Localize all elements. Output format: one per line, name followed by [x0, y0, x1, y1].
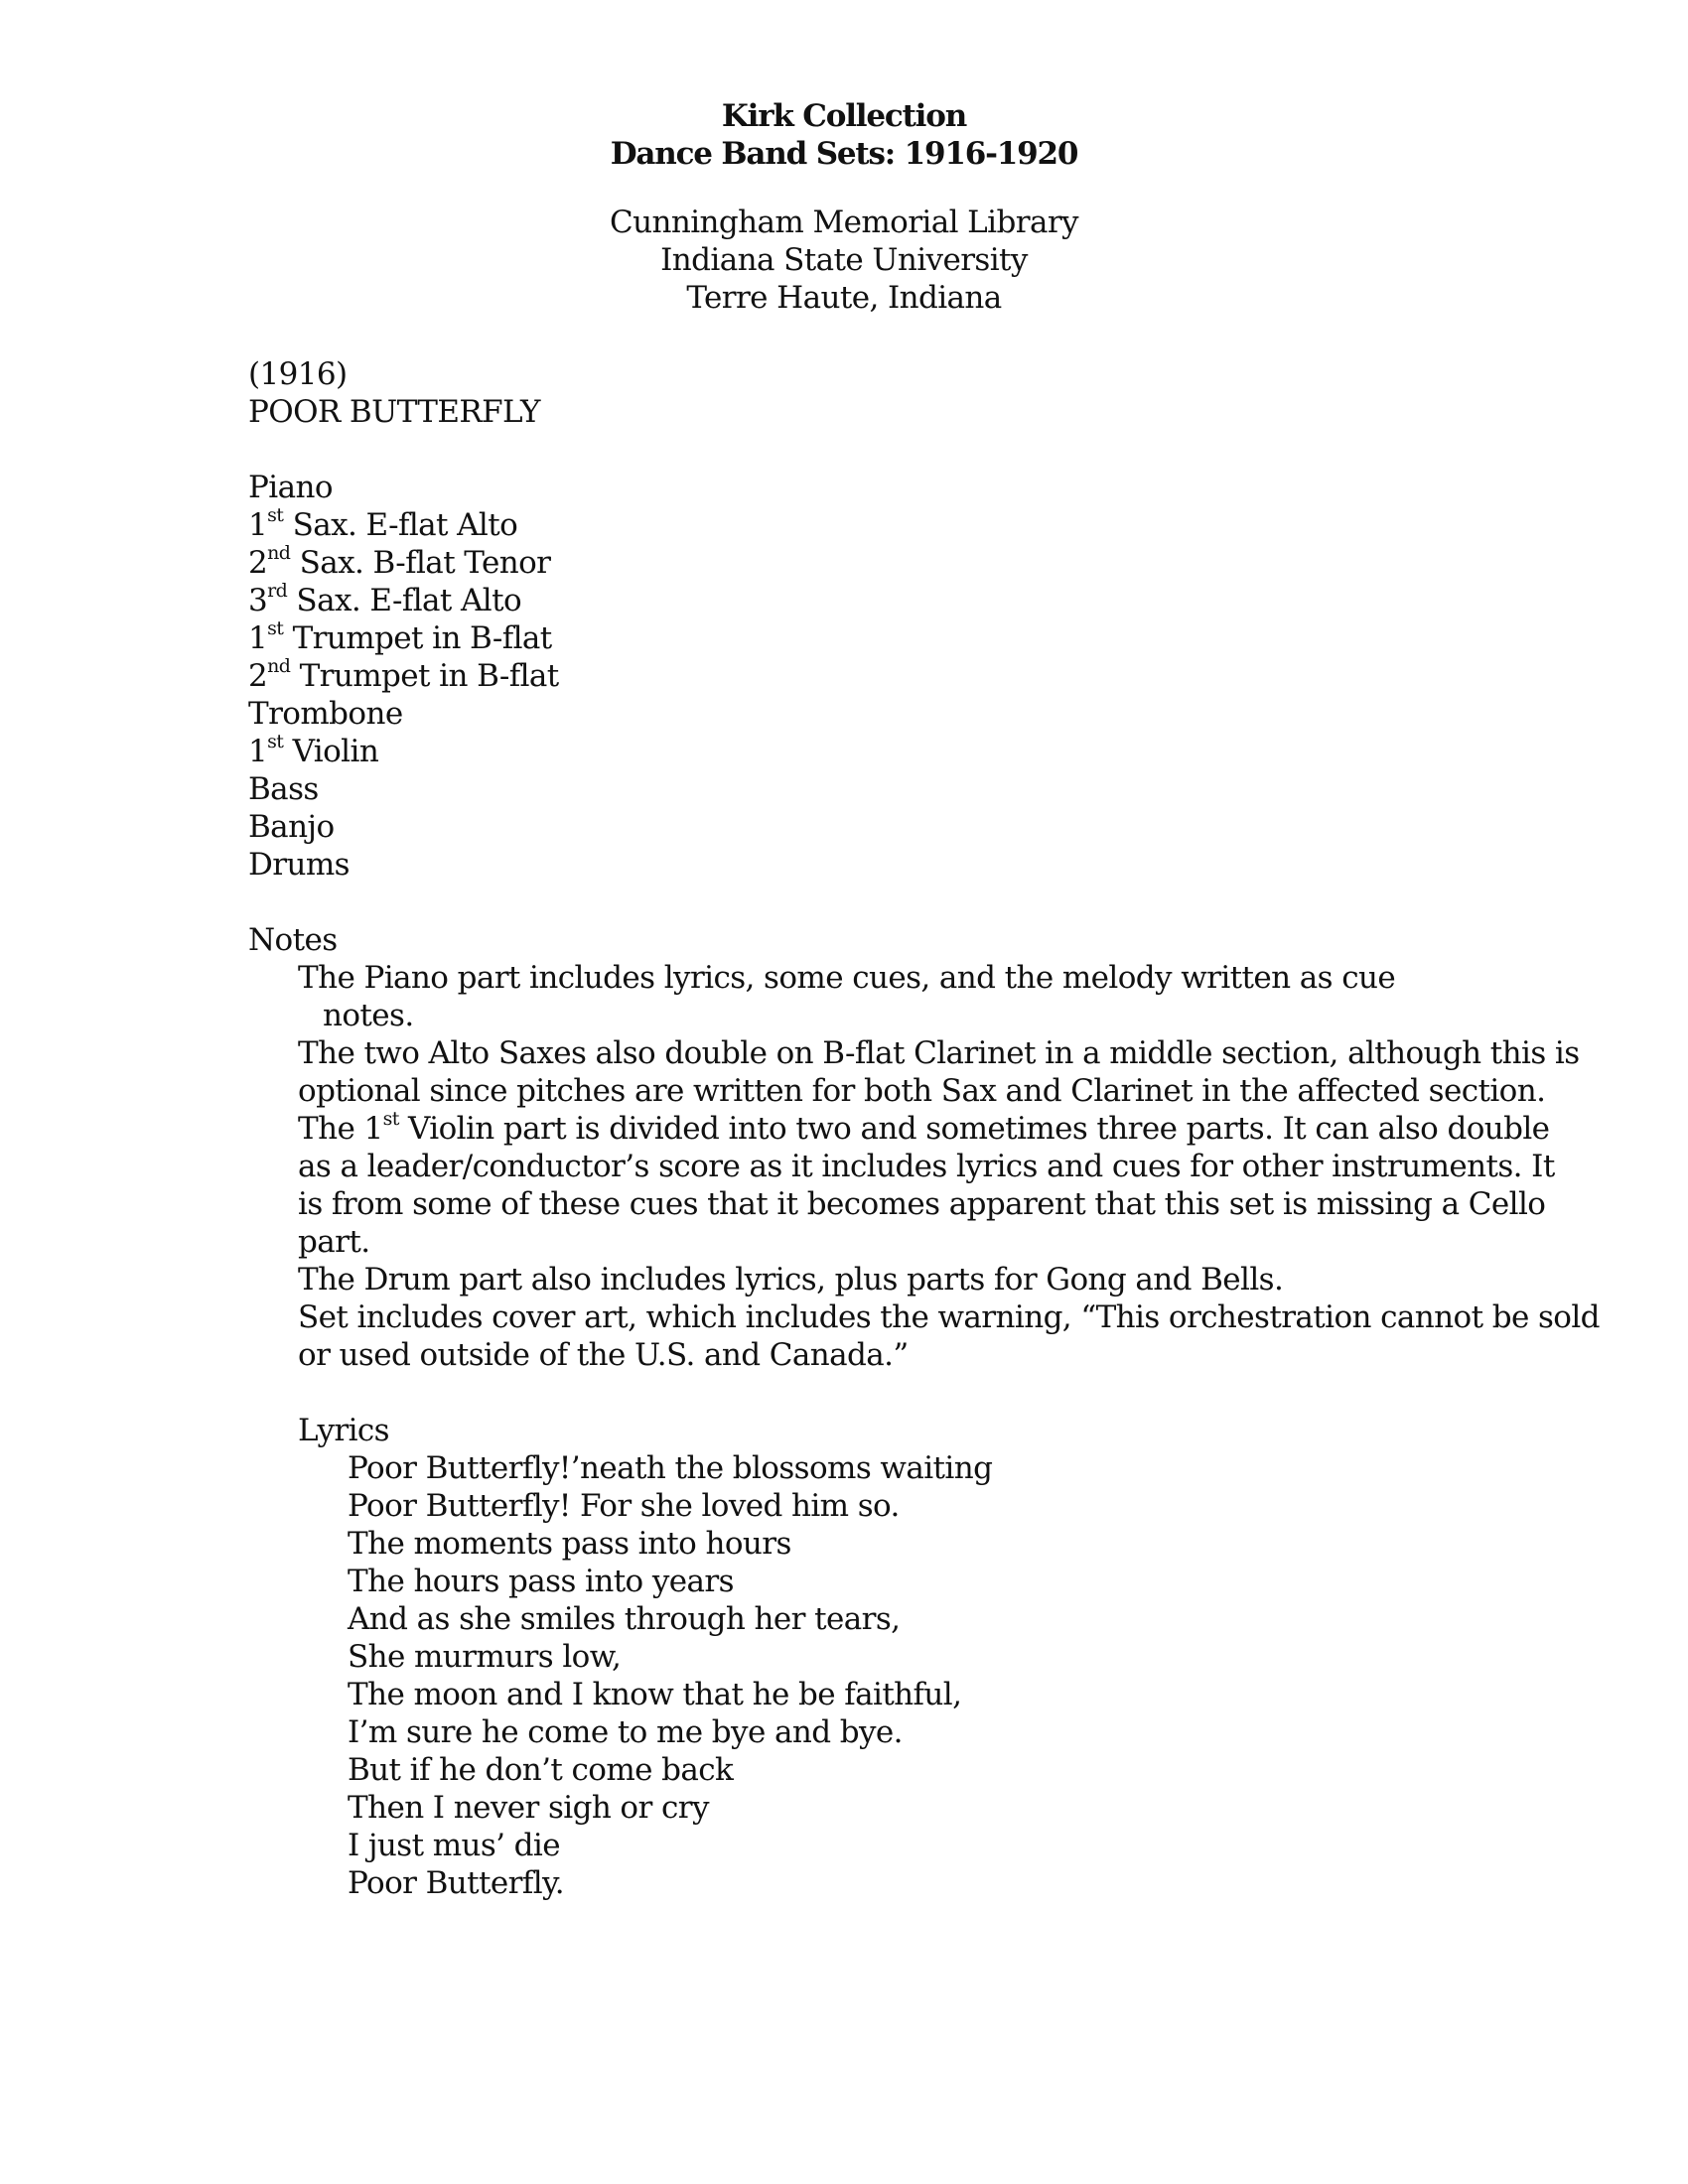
- part-item: 1st Violin: [248, 730, 379, 769]
- note-item: The two Alto Saxes also double on B-flat Clarinet in a middle section, although this is optional since pitches are written for both Sax and Clarinet in the affected section.: [298, 1035, 1580, 1109]
- document-body: [248, 355, 1600, 1902]
- title-block: [0, 97, 1688, 173]
- collection-title: Kirk Collection: [721, 98, 967, 134]
- lyric-line: Poor Butterfly! For she loved him so.: [348, 1488, 900, 1524]
- note-item: Set includes cover art, which includes the warning, “This orchestration cannot be sold or used outside of the U.S. and Canada.”: [298, 1299, 1600, 1373]
- piece-year: (1916): [248, 356, 348, 392]
- lyric-line: But if he don’t come back: [348, 1752, 734, 1788]
- spacer: [248, 1374, 1489, 1412]
- collection-subtitle: Dance Band Sets: 1916-1920: [610, 136, 1078, 172]
- notes-heading: Notes: [248, 922, 338, 958]
- part-item: 3rd Sax. E-flat Alto: [248, 579, 522, 618]
- note-item: The 1st Violin part is divided into two and sometimes three parts. It can also double as a leader/conductor’s score as it includes lyrics and cues for other instruments. It is from some of these cues that it becomes apparent that this set is missing a Cello part.: [298, 1107, 1555, 1260]
- parts-list: [248, 469, 1489, 884]
- piece-title: POOR BUTTERFLY: [248, 394, 540, 430]
- lyrics-heading: Lyrics: [298, 1413, 389, 1448]
- spacer: [248, 431, 1489, 469]
- lyric-line: The moon and I know that he be faithful,: [348, 1677, 962, 1712]
- city-name: Terre Haute, Indiana: [686, 280, 1002, 316]
- part-item: 2nd Trumpet in B-flat: [248, 654, 559, 694]
- lyric-line: I just mus’ die: [348, 1828, 560, 1863]
- part-item: 2nd Sax. B-flat Tenor: [248, 541, 551, 581]
- university-name: Indiana State University: [660, 242, 1028, 278]
- library-name: Cunningham Memorial Library: [610, 205, 1078, 240]
- note-item: The Drum part also includes lyrics, plus parts for Gong and Bells.: [298, 1262, 1284, 1297]
- part-item: 1st Sax. E-flat Alto: [248, 503, 518, 543]
- spacer: [248, 884, 1489, 921]
- lyrics-list: [248, 1449, 1489, 1902]
- lyric-line: The hours pass into years: [348, 1564, 734, 1599]
- part-item: Piano: [248, 470, 333, 505]
- lyric-line: And as she smiles through her tears,: [348, 1601, 901, 1637]
- lyric-line: She murmurs low,: [348, 1639, 622, 1675]
- part-item: Banjo: [248, 809, 335, 845]
- part-item: Bass: [248, 771, 319, 807]
- lyric-line: Then I never sigh or cry: [348, 1790, 709, 1826]
- notes-list: [248, 959, 1600, 1374]
- lyric-line: Poor Butterfly.: [348, 1865, 565, 1901]
- lyric-line: Poor Butterfly!’neath the blossoms waiting: [348, 1450, 993, 1486]
- part-item: Drums: [248, 847, 350, 883]
- part-item: 1st Trumpet in B-flat: [248, 616, 552, 656]
- library-address: [0, 204, 1688, 317]
- lyric-line: The moments pass into hours: [348, 1526, 791, 1562]
- note-item: The Piano part includes lyrics, some cues, and the melody written as cue notes.: [298, 960, 1396, 1033]
- part-item: Trombone: [248, 696, 403, 732]
- lyric-line: I’m sure he come to me bye and bye.: [348, 1714, 903, 1750]
